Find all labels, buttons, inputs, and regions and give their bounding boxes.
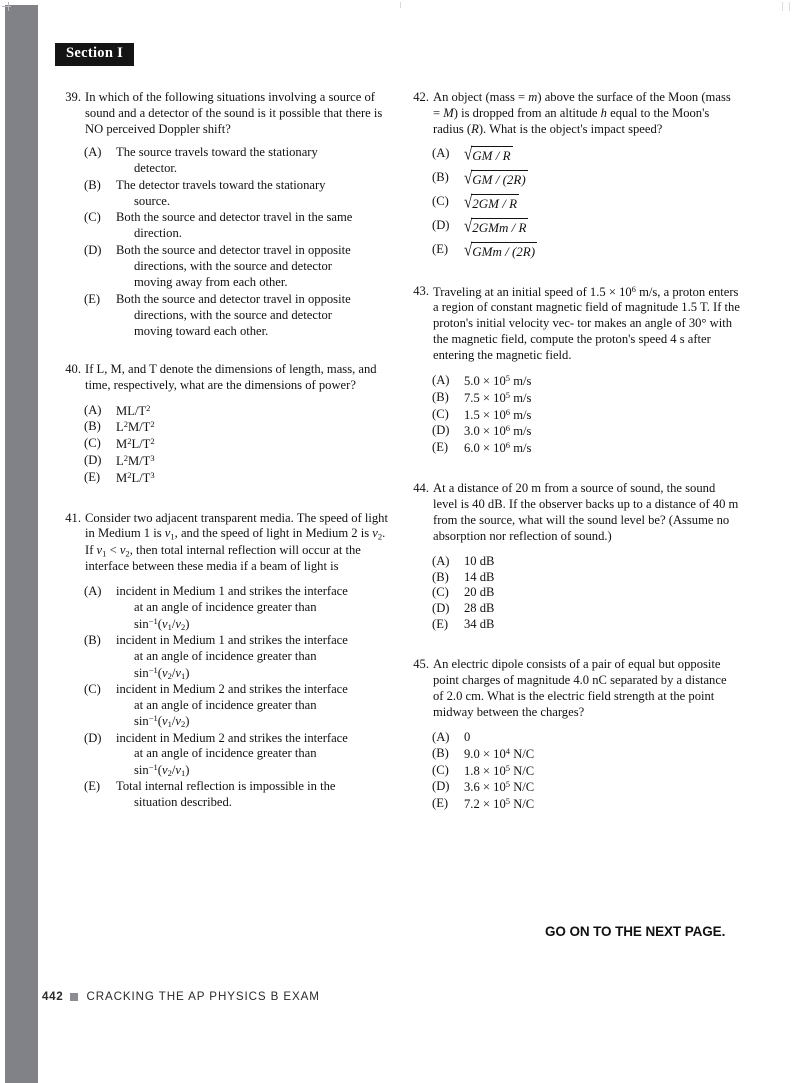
choice-math: $M^2L/T^2$ (116, 436, 155, 452)
question-45-number: 45. (413, 657, 429, 672)
choice-39-a[interactable] (84, 145, 392, 177)
question-44 (410, 481, 740, 633)
choice-value: 10 dB (464, 553, 495, 568)
choice-letter: (D) (84, 730, 102, 745)
choice-letter: (D) (84, 243, 102, 258)
choice-line-1: Both the source and detector travel in opposite (116, 292, 351, 307)
question-43-stem: Traveling at an initial speed of $1.5 \times 10^6$ m/s, a proton enters a region of constant magnetic field of magnitude 1.5 T. If the proton's initial velocity vec- tor makes an angle of 30° with the magnetic field, compute the proton's speed 4 s after entering the magnetic field. (433, 283, 740, 363)
choice-40-a[interactable] (84, 403, 392, 420)
question-40-choices (62, 403, 392, 487)
choice-line-1: The source travels toward the stationary (116, 144, 318, 159)
footer-book-title: CRACKING THE AP PHYSICS B EXAM (86, 990, 320, 1003)
choice-line-2: at an angle of incidence greater than (134, 648, 317, 663)
choice-41-a[interactable] (84, 584, 392, 633)
radical-sign: √ (464, 240, 473, 260)
right-column (410, 90, 740, 830)
choice-42-b[interactable] (432, 170, 740, 190)
choice-letter: (E) (84, 292, 101, 307)
choice-line-3: $\sin^{-1}(v_1/v_2)$ (134, 713, 190, 730)
choice-45-d[interactable] (432, 779, 740, 796)
choice-value: $7.2 \times 10^5$ N/C (464, 796, 535, 811)
crop-mark-top-center (394, 2, 408, 16)
choice-line-3: $\sin^{-1}(v_1/v_2)$ (134, 615, 190, 632)
choice-letter: (D) (432, 779, 450, 794)
choice-text (116, 731, 392, 780)
choice-43-e[interactable] (432, 440, 740, 457)
choice-text (116, 210, 392, 242)
choice-40-e[interactable] (84, 470, 392, 487)
choice-text (116, 292, 392, 340)
choice-letter: (B) (432, 389, 449, 404)
question-45-stem: An electric dipole consists of a pair of equal but opposite point charges of magnitude 4.0 nC separated by a distance of 2.0 cm. What is the electric field strength at the point midway between the charges? (433, 657, 727, 719)
choice-40-b[interactable] (84, 419, 392, 436)
choice-45-b[interactable] (432, 746, 740, 763)
choice-letter: (B) (84, 632, 101, 647)
choice-line-1: incident in Medium 1 and strikes the interface (116, 583, 348, 598)
choice-letter: (C) (432, 193, 449, 208)
choice-letter: (B) (432, 169, 449, 184)
question-40-number: 40. (65, 361, 81, 376)
choice-letter: (E) (432, 440, 449, 455)
choice-text (116, 584, 392, 633)
choice-letter: (A) (432, 145, 450, 160)
question-43 (410, 284, 740, 457)
choice-letter: (A) (432, 553, 450, 568)
choice-line-2: situation described. (134, 795, 232, 810)
choice-letter: (E) (84, 779, 101, 794)
question-42 (410, 90, 740, 262)
choice-44-c[interactable] (432, 585, 740, 601)
choice-letter: (B) (84, 419, 101, 434)
choice-value: $3.6 \times 10^5$ N/C (464, 779, 535, 795)
choice-line-3: $\sin^{-1}(v_2/v_1)$ (134, 664, 190, 681)
question-columns (0, 90, 800, 880)
radical-sign: √ (464, 169, 473, 188)
question-41-number: 41. (65, 510, 81, 525)
choice-letter: (C) (84, 681, 101, 696)
choice-41-e[interactable] (84, 779, 392, 811)
choice-42-a[interactable] (432, 146, 740, 166)
radical-sign: √ (464, 217, 473, 236)
question-45-head (410, 657, 740, 721)
left-column (62, 90, 392, 828)
choice-line-2: at an angle of incidence greater than (134, 599, 317, 614)
choice-line-1: Total internal reflection is impossible in the (116, 779, 336, 794)
choice-letter: (A) (84, 402, 102, 417)
crop-mark-top-right (778, 2, 796, 18)
choice-letter: (D) (432, 423, 450, 438)
section-banner: Section I (55, 43, 134, 66)
question-41-choices (62, 584, 392, 811)
choice-43-b[interactable] (432, 390, 740, 407)
choice-41-b[interactable] (84, 633, 392, 682)
choice-radical: √GM / (2R) (464, 170, 528, 190)
choice-40-c[interactable] (84, 436, 392, 453)
question-43-head (410, 284, 740, 364)
question-44-number: 44. (413, 480, 429, 495)
crop-mark-top-left (2, 2, 16, 16)
choice-text (116, 243, 392, 291)
choice-letter: (E) (432, 617, 449, 632)
choice-45-e[interactable] (432, 796, 740, 813)
choice-line-1: Both the source and detector travel in the same (116, 210, 353, 225)
question-41-stem: Consider two adjacent transparent media. The speed of light in Medium 1 is $v_1$, and the speed of light in Medium 2 is $v_2$. If $v_1 < v_2$, then total internal reflection will occur at the interface between these media if a beam of light is (85, 510, 388, 573)
question-41-head (62, 511, 392, 575)
choice-41-c[interactable] (84, 682, 392, 731)
choice-45-a[interactable] (432, 730, 740, 746)
choice-radical: √2GMm / R (464, 218, 528, 238)
radical-sign: √ (464, 145, 473, 165)
go-on-to-next-page-notice: GO ON TO THE NEXT PAGE. (545, 924, 726, 939)
choice-value: $1.8 \times 10^5$ N/C (464, 762, 535, 778)
choice-42-e[interactable] (432, 242, 740, 262)
choice-43-d[interactable] (432, 423, 740, 440)
choice-line-1: The detector travels toward the stationary (116, 177, 326, 192)
choice-value: 20 dB (464, 585, 495, 600)
choice-39-b[interactable] (84, 178, 392, 210)
choice-line-2: at an angle of incidence greater than (134, 746, 317, 761)
choice-line-2: directions, with the source and detector (134, 307, 332, 322)
choice-math: $L^2M/T^2$ (116, 419, 155, 435)
choice-line-3: moving toward each other. (134, 323, 269, 338)
choice-text (116, 682, 392, 731)
choice-letter: (C) (432, 406, 449, 421)
question-43-choices (410, 373, 740, 457)
choice-text (116, 145, 392, 177)
question-39-choices (62, 145, 392, 340)
choice-letter: (D) (432, 601, 450, 616)
choice-text (116, 178, 392, 210)
choice-value: $3.0 \times 10^6$ m/s (464, 423, 532, 439)
choice-39-e[interactable] (84, 292, 392, 340)
choice-text (116, 633, 392, 682)
choice-radical: √GMm / (2R) (464, 242, 537, 262)
choice-letter: (B) (432, 569, 449, 584)
question-40-stem: If L, M, and T denote the dimensions of length, mass, and time, respectively, what are the dimensions of power? (85, 361, 377, 392)
choice-line-2: directions, with the source and detector (134, 259, 332, 274)
choice-line-2: at an angle of incidence greater than (134, 697, 317, 712)
choice-line-2: detector. (134, 160, 178, 175)
question-42-choices (410, 146, 740, 262)
choice-radical: √2GM / R (464, 194, 519, 214)
choice-letter: (B) (432, 745, 449, 760)
choice-text (116, 779, 392, 811)
choice-line-1: incident in Medium 2 and strikes the interface (116, 730, 348, 745)
choice-letter: (A) (84, 583, 102, 598)
question-39-number: 39. (65, 90, 81, 104)
choice-value: 34 dB (464, 617, 495, 632)
choice-letter: (C) (84, 436, 101, 451)
question-40-head (62, 362, 392, 394)
footer-square-icon (70, 993, 78, 1001)
question-39 (62, 90, 392, 340)
choice-value: $5.0 \times 10^5$ m/s (464, 373, 532, 388)
choice-letter: (D) (432, 217, 450, 232)
choice-letter: (B) (84, 177, 101, 192)
question-44-choices (410, 554, 740, 634)
page-footer (42, 990, 320, 1003)
choice-math: $M^2L/T^3$ (116, 469, 155, 485)
choice-value: 14 dB (464, 569, 495, 584)
choice-line-3: moving away from each other. (134, 275, 288, 290)
choice-letter: (A) (432, 729, 450, 744)
choice-letter: (E) (432, 241, 449, 256)
choice-letter: (C) (84, 210, 101, 225)
choice-39-c[interactable] (84, 210, 392, 242)
question-42-head (410, 90, 740, 138)
choice-letter: (A) (84, 144, 102, 159)
choice-line-3: $\sin^{-1}(v_2/v_1)$ (134, 762, 190, 779)
question-45 (410, 657, 740, 813)
choice-value: 28 dB (464, 601, 495, 616)
choice-line-2: source. (134, 193, 171, 208)
choice-value: 0 (464, 729, 471, 744)
question-43-number: 43. (413, 283, 429, 298)
choice-value: $7.5 \times 10^5$ m/s (464, 389, 532, 405)
question-44-stem: At a distance of 20 m from a source of sound, the sound level is 40 dB. If the observer backs up to a distance of 40 m from the source, what will the sound level be? (Assume no absorption nor reflection of sound.) (433, 480, 739, 543)
choice-line-2: direction. (134, 226, 182, 241)
choice-letter: (C) (432, 762, 449, 777)
choice-41-d[interactable] (84, 731, 392, 780)
choice-line-1: incident in Medium 1 and strikes the interface (116, 632, 348, 647)
choice-letter: (A) (432, 373, 450, 388)
question-45-choices (410, 730, 740, 813)
question-44-head (410, 481, 740, 545)
choice-44-e[interactable] (432, 617, 740, 633)
question-42-number: 42. (413, 90, 429, 104)
choice-44-a[interactable] (432, 554, 740, 570)
choice-math: $ML/T^2$ (116, 402, 151, 418)
question-40 (62, 362, 392, 487)
choice-line-1: incident in Medium 2 and strikes the interface (116, 681, 348, 696)
choice-39-d[interactable] (84, 243, 392, 291)
choice-value: $9.0 \times 10^4$ N/C (464, 745, 535, 761)
choice-42-c[interactable] (432, 194, 740, 214)
question-39-head (62, 90, 392, 138)
choice-43-c[interactable] (432, 407, 740, 424)
choice-radical: √GM / R (464, 146, 513, 166)
question-42-stem: An object (mass = m) above the surface of the Moon (mass = M) is dropped from an altitude h equal to the Moon's radius (R). What is the object's impact speed? (433, 90, 731, 136)
choice-math: $L^2M/T^3$ (116, 452, 155, 468)
choice-value: $1.5 \times 10^6$ m/s (464, 406, 532, 422)
choice-45-c[interactable] (432, 763, 740, 780)
choice-value: $6.0 \times 10^6$ m/s (464, 440, 532, 455)
choice-letter: (E) (432, 796, 449, 811)
choice-43-a[interactable] (432, 373, 740, 390)
footer-page-number: 442 (42, 990, 64, 1003)
choice-line-1: Both the source and detector travel in opposite (116, 243, 351, 258)
question-41 (62, 511, 392, 812)
choice-42-d[interactable] (432, 218, 740, 238)
choice-letter: (E) (84, 469, 101, 484)
radical-sign: √ (464, 193, 473, 212)
choice-letter: (D) (84, 452, 102, 467)
choice-40-d[interactable] (84, 453, 392, 470)
question-39-stem: In which of the following situations involving a source of sound and a detector of the sound is it possible that there is NO perceived Doppler shift? (85, 90, 383, 136)
choice-44-b[interactable] (432, 570, 740, 586)
choice-letter: (C) (432, 585, 449, 600)
choice-44-d[interactable] (432, 601, 740, 617)
